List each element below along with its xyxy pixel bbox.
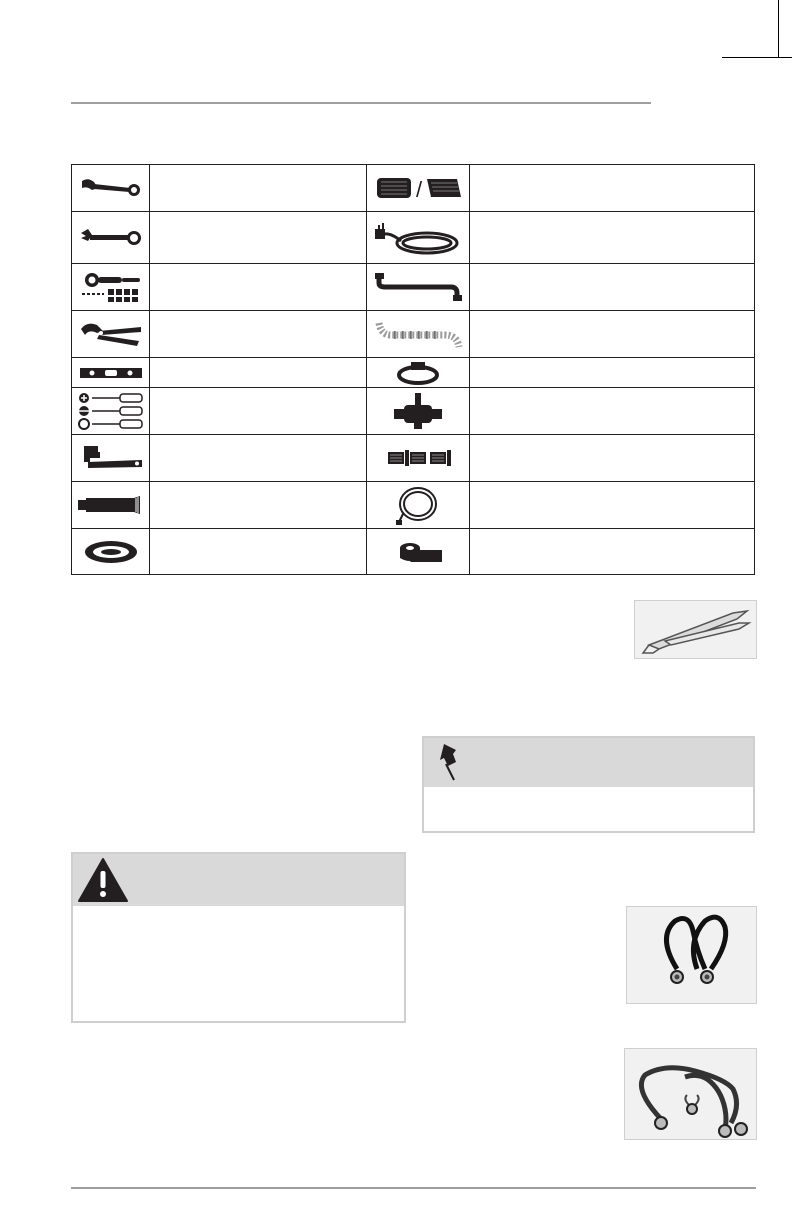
table-cell bbox=[470, 388, 755, 435]
table-cell bbox=[470, 482, 755, 529]
table-row bbox=[72, 264, 755, 311]
table-row bbox=[72, 358, 755, 388]
washer-filters-icon bbox=[367, 165, 470, 212]
table-cell bbox=[470, 212, 755, 264]
table-cell bbox=[150, 358, 367, 388]
table-cell bbox=[150, 212, 367, 264]
table-cell bbox=[470, 358, 755, 388]
warning-box bbox=[71, 852, 406, 1023]
flexible-duct-icon bbox=[367, 311, 470, 358]
note-body bbox=[424, 787, 753, 807]
table-cell bbox=[470, 165, 755, 212]
warning-body bbox=[73, 906, 404, 926]
table-row bbox=[72, 482, 755, 529]
coiled-hose-icon bbox=[367, 482, 470, 529]
leveling-tool-photo bbox=[634, 600, 757, 659]
warning-header bbox=[73, 854, 404, 906]
table-cell bbox=[470, 435, 755, 482]
channel-lock-pliers-icon bbox=[72, 311, 150, 358]
table-cell bbox=[470, 529, 755, 575]
pipe-sealant-icon bbox=[72, 482, 150, 529]
table-row bbox=[72, 212, 755, 264]
table-cell bbox=[470, 264, 755, 311]
header-rule bbox=[71, 102, 651, 104]
adjustable-wrench-icon bbox=[72, 165, 150, 212]
couplings-icon bbox=[367, 435, 470, 482]
table-row bbox=[72, 435, 755, 482]
level-icon bbox=[72, 358, 150, 388]
table-cell bbox=[150, 311, 367, 358]
svg-text:/: / bbox=[416, 177, 423, 202]
screwdrivers-icon bbox=[72, 388, 150, 435]
table-cell bbox=[150, 529, 367, 575]
pushpin-icon bbox=[434, 740, 464, 784]
table-cell bbox=[150, 435, 367, 482]
hose-clamp-icon bbox=[367, 358, 470, 388]
warning-triangle-icon bbox=[77, 857, 129, 903]
table-cell bbox=[470, 311, 755, 358]
table-row bbox=[72, 311, 755, 358]
steam-hose-kit-photo bbox=[624, 1048, 757, 1140]
table-cell bbox=[150, 264, 367, 311]
note-header bbox=[424, 738, 753, 787]
drain-hose-icon bbox=[367, 264, 470, 311]
inlet-hoses-photo bbox=[626, 906, 757, 1004]
teflon-tape-icon bbox=[72, 529, 150, 575]
footer-rule bbox=[71, 1187, 756, 1189]
open-end-wrench-icon bbox=[72, 212, 150, 264]
y-connector-icon bbox=[367, 388, 470, 435]
pipe-wrench-icon bbox=[72, 435, 150, 482]
crop-mark-vertical bbox=[778, 0, 779, 57]
table-cell bbox=[150, 482, 367, 529]
table-cell bbox=[150, 388, 367, 435]
tools-table bbox=[71, 164, 755, 575]
table-row bbox=[72, 529, 755, 575]
power-cord-icon bbox=[367, 212, 470, 264]
table-row bbox=[72, 388, 755, 435]
foil-tape-icon bbox=[367, 529, 470, 575]
table-cell bbox=[150, 165, 367, 212]
socket-set-icon bbox=[72, 264, 150, 311]
note-box bbox=[422, 736, 755, 833]
table-row bbox=[72, 165, 755, 212]
crop-mark-horizontal bbox=[722, 57, 792, 58]
